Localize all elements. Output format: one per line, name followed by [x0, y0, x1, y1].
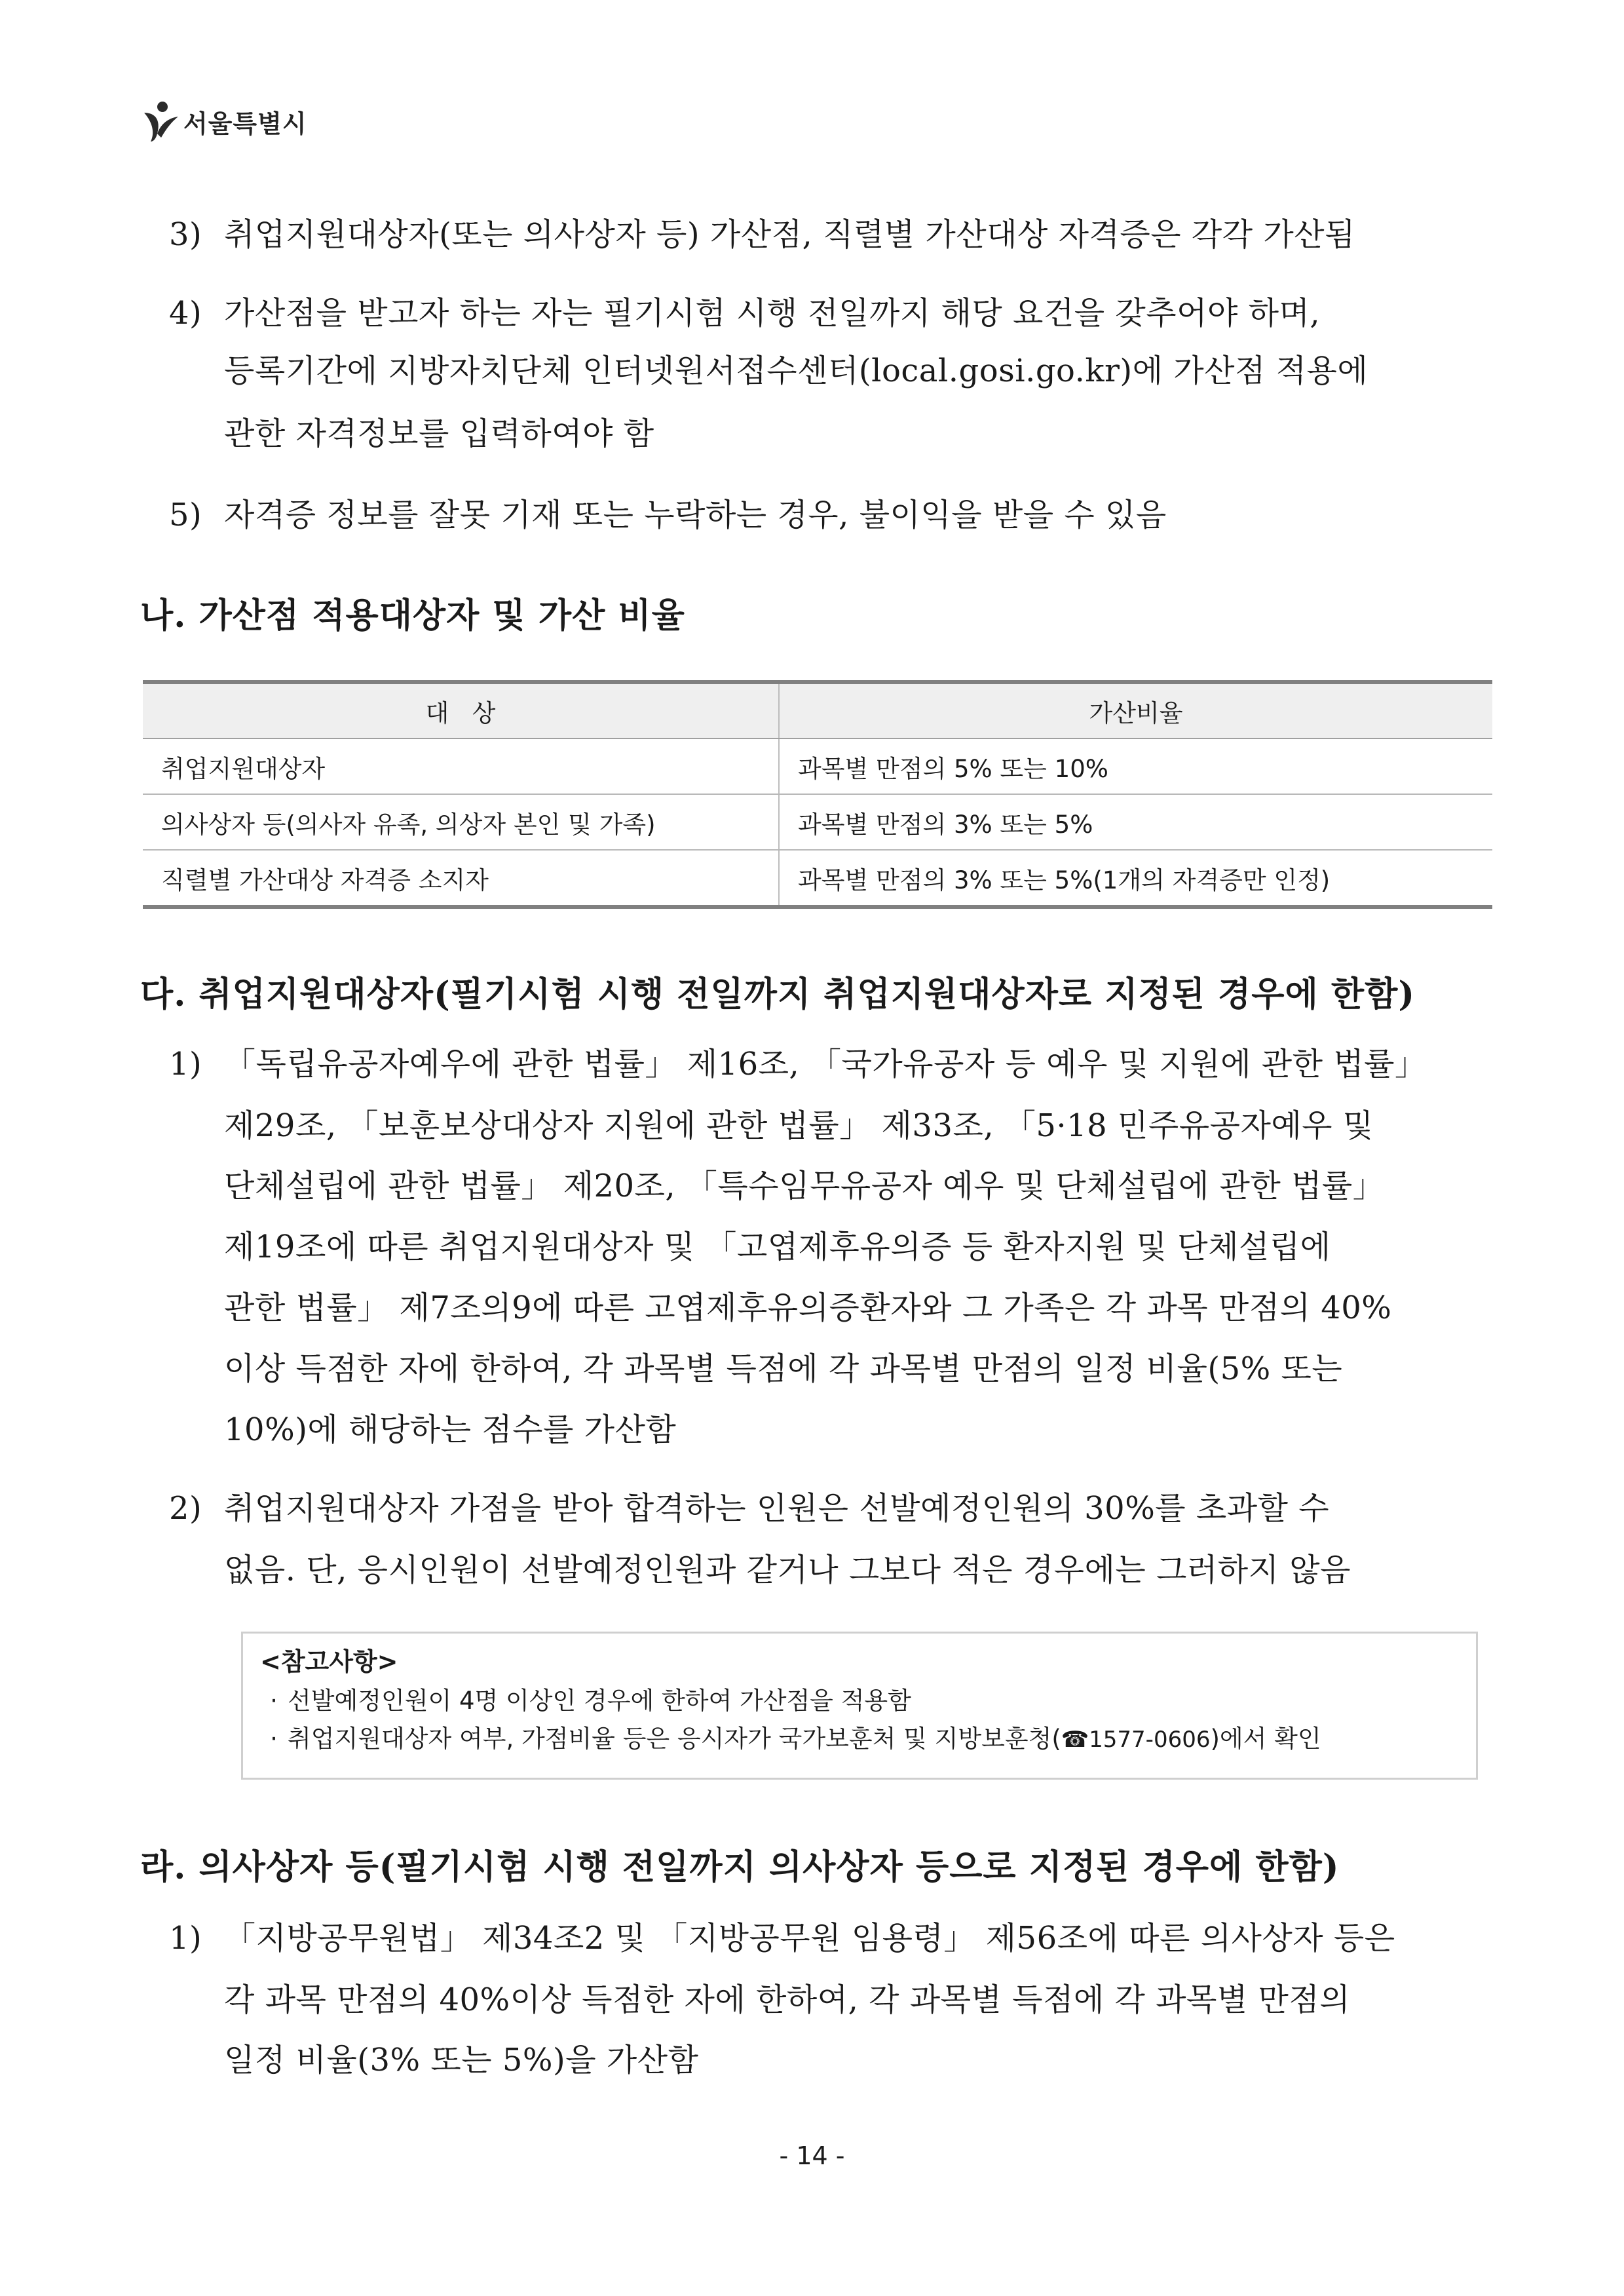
bullet: · — [270, 1725, 278, 1753]
bonus-rate-table — [143, 680, 1492, 909]
table-cell: 의사상자 등(의사자 유족, 의상자 본인 및 가족) — [143, 794, 779, 850]
table-header-cell: 가산비율 — [779, 682, 1492, 738]
section-heading: 라. 의사상자 등(필기시험 시행 전일까지 의사상자 등으로 지정된 경우에 한함) — [140, 1847, 1340, 1887]
list-item: 2) 취업지원대상자 가점을 받아 합격하는 인원은 선발예정인원의 30%를 초과할 수 — [169, 1490, 1330, 1527]
list-item: 5) 자격증 정보를 잘못 기재 또는 누락하는 경우, 불이익을 받을 수 있음 — [169, 497, 1167, 533]
list-item-continuation: 관한 자격정보를 입력하여야 함 — [224, 415, 654, 452]
list-item-continuation: 10%)에 해당하는 점수를 가산함 — [224, 1411, 677, 1448]
seoul-emblem-icon — [140, 100, 179, 143]
list-item-continuation: 제29조, 「보훈보상대상자 지원에 관한 법률」 제33조, 「5·18 민주유공자예우 및 — [224, 1107, 1374, 1144]
phone-icon: ☎ — [1061, 1727, 1089, 1753]
list-item-continuation: 이상 득점한 자에 한하여, 각 과목별 득점에 각 과목별 만점의 일정 비율(5% 또는 — [224, 1350, 1343, 1387]
list-item-continuation: 제19조에 따른 취업지원대상자 및 「고엽제후유의증 등 환자지원 및 단체설립에 — [224, 1229, 1331, 1265]
bullet: · — [270, 1687, 278, 1715]
note-title: <참고사항> — [260, 1647, 398, 1676]
table-cell: 취업지원대상자 — [143, 738, 779, 794]
section-heading: 나. 가산점 적용대상자 및 가산 비율 — [140, 596, 685, 636]
list-item-continuation: 단체설립에 관한 법률」 제20조, 「특수임무유공자 예우 및 단체설립에 관한 법률」 — [224, 1168, 1385, 1204]
list-item: 1) 「지방공무원법」 제34조2 및 「지방공무원 임용령」 제56조에 따른 의사상자 등은 — [169, 1920, 1395, 1957]
section-heading: 다. 취업지원대상자(필기시험 시행 전일까지 취업지원대상자로 지정된 경우에 한함) — [140, 974, 1415, 1014]
list-item: 3) 취업지원대상자(또는 의사상자 등) 가산점, 직렬별 가산대상 자격증은 각각 가산됨 — [169, 216, 1355, 253]
table-cell: 과목별 만점의 3% 또는 5% — [779, 794, 1492, 850]
page-number: - 14 - — [779, 2141, 845, 2170]
table-cell: 과목별 만점의 3% 또는 5%(1개의 자격증만 인정) — [779, 850, 1492, 907]
list-item-continuation: 관한 법률」 제7조의9에 따른 고엽제후유의증환자와 그 가족은 각 과목 만점의 40% — [224, 1290, 1392, 1326]
note-line: · 취업지원대상자 여부, 가점비율 등은 응시자가 국가보훈처 및 지방보훈청(☎1577-0606)에서 확인 — [260, 1720, 1476, 1759]
table-cell: 직렬별 가산대상 자격증 소지자 — [143, 850, 779, 907]
list-item-continuation: 등록기간에 지방자치단체 인터넷원서접수센터(local.gosi.go.kr)에 가산점 적용에 — [224, 353, 1369, 389]
list-item-continuation: 일정 비율(3% 또는 5%)을 가산함 — [224, 2042, 699, 2078]
list-item-continuation: 각 과목 만점의 40%이상 득점한 자에 한하여, 각 과목별 득점에 각 과목별 만점의 — [224, 1981, 1351, 2018]
table-row — [143, 794, 1492, 850]
note-line: · 선발예정인원이 4명 이상인 경우에 한하여 가산점을 적용함 — [260, 1682, 1476, 1720]
list-item: 4) 가산점을 받고자 하는 자는 필기시험 시행 전일까지 해당 요건을 갖추어야 하며, — [169, 295, 1321, 332]
table-header-row — [143, 682, 1492, 738]
reference-note-box — [241, 1632, 1478, 1780]
table-row — [143, 850, 1492, 907]
table-header-cell: 대 상 — [143, 682, 779, 738]
list-item-continuation: 없음. 단, 응시인원이 선발예정인원과 같거나 그보다 적은 경우에는 그러하지 않음 — [224, 1552, 1351, 1588]
table-row — [143, 738, 1492, 794]
list-item: 1) 「독립유공자예우에 관한 법률」 제16조, 「국가유공자 등 예우 및 지원에 관한 법률」 — [169, 1046, 1427, 1082]
phone-number: 1577-0606 — [1089, 1727, 1211, 1753]
seoul-logo — [140, 98, 307, 144]
logo-text: 서울특별시 — [183, 109, 307, 138]
table-cell: 과목별 만점의 5% 또는 10% — [779, 738, 1492, 794]
